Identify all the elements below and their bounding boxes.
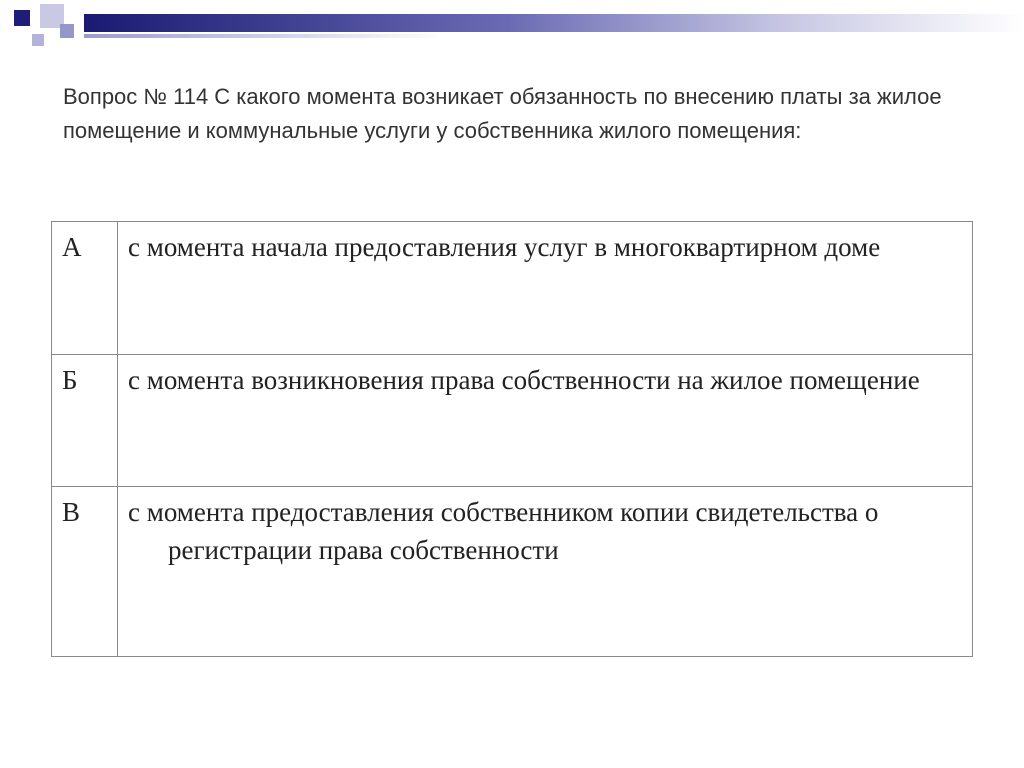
answer-letter: В [52,487,118,657]
answer-text: с момента начала предоставления услуг в многоквартирном доме [128,232,881,262]
answer-letter: Б [52,355,118,487]
answer-cell [118,487,973,657]
header-gradient-bar [84,14,1024,32]
decorative-square [32,34,44,46]
answer-letter: А [52,222,118,355]
decorative-square [60,24,74,38]
answers-table [51,221,973,657]
answer-cell [118,222,973,355]
answer-text: с момента возникновения права собственности на жилое помещение [128,365,920,395]
answer-row-b[interactable] [52,355,973,487]
answer-cell [118,355,973,487]
question-text: Вопрос № 114 С какого момента возникает обязанность по внесению платы за жилое помещение и коммунальные услуги у собственника жилого помещения: [63,84,942,143]
decorative-square [14,10,30,26]
header-thin-bar [84,34,444,38]
answer-row-a[interactable] [52,222,973,355]
answer-row-c[interactable] [52,487,973,657]
answer-text: с момента предоставления собственником копии свидетельства о регистрации права собственности [128,497,879,565]
